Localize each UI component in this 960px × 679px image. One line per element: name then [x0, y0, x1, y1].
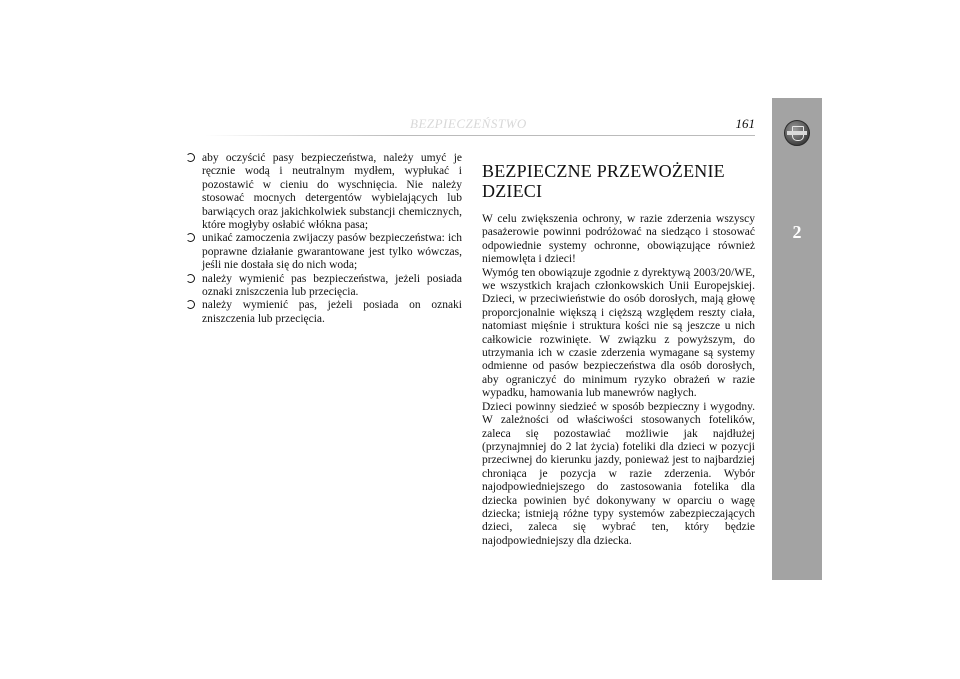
section-title: BEZPIECZNE PRZEWOŻENIE DZIECI — [482, 161, 725, 201]
bullet-item — [186, 299, 462, 326]
bullet-icon — [186, 300, 195, 309]
bullet-text: należy wymienić pas, jeżeli posiada on oznaki zniszczenia lub przecięcia. — [202, 299, 462, 325]
header-rule — [205, 135, 755, 136]
bullet-icon — [186, 153, 195, 162]
bullet-icon — [186, 233, 195, 242]
bullet-list — [186, 152, 462, 326]
bullet-text: unikać zamoczenia zwijaczy pasów bezpieczeństwa: ich poprawne działanie gwarantowane jest tylko wówczas, jeśli nie dostała się do nich woda; — [202, 232, 462, 272]
left-column — [186, 152, 462, 326]
right-column — [482, 161, 755, 548]
chapter-sidebar — [772, 98, 822, 580]
bullet-icon — [186, 274, 195, 283]
bullet-item — [186, 152, 462, 232]
bullet-item — [186, 273, 462, 300]
paragraph: W celu zwiększenia ochrony, w razie zderzenia wszyscy pasażerowie powinni podróżować na siedząco i stosować odpowiednie systemy ochronne, obowiązujące również niemowlęta i dzieci! — [482, 213, 755, 266]
bullet-text: należy wymienić pas bezpieczeństwa, jeżeli posiada oznaki zniszczenia lub przecięcia. — [202, 272, 462, 299]
header-title: BEZPIECZEŃSTWO — [410, 116, 527, 131]
bullet-item — [186, 232, 462, 272]
page-number: 161 — [735, 116, 755, 131]
lancia-logo-icon — [784, 120, 810, 146]
chapter-number[interactable]: 2 — [792, 222, 802, 242]
logo-bar — [787, 131, 807, 135]
bullet-text: aby oczyścić pasy bezpieczeństwa, należy umyć je ręcznie wodą i neutralnym mydłem, wypłukać i pozostawić w cieniu do wyschnięcia. Nie należy stosować mocnych detergentów wybielających lub barwiących oraz jakichkolwiek substancji chemicznych, które mogłyby osłabić włókna pasa; — [202, 152, 462, 232]
paragraph: Wymóg ten obowiązuje zgodnie z dyrektywą 2003/20/WE, we wszystkich krajach członkowskich Unii Europejskiej. Dzieci, w przeciwieństwie do osób dorosłych, mają głowę proporcjonalnie większą i cięższą względem reszty ciała, natomiast mięśnie i struktura kości nie są jeszcze u nich całkowicie rozwinięte. W związku z powyższym, do utrzymania ich w czasie zderzenia wymagane są systemy odmienne od pasów bezpieczeństwa dla osób dorosłych, aby ograniczyć do minimum ryzyko obrażeń w razie wypadku, hamowania lub manewrów nagłych. — [482, 266, 755, 400]
page-header — [205, 116, 755, 136]
paragraph: Dzieci powinny siedzieć w sposób bezpieczny i wygodny. W zależności od właściwości stosowanych fotelików, zaleca się pozostawiać możliwie jak najdłużej (przynajmniej do 2 lat życia) foteliki dla dzieci w pozycji przeciwnej do kierunku jazdy, ponieważ jest to najbardziej chroniąca je pozycja w razie zderzenia. Wybór najodpowiedniejszego do zastosowania fotelika dla dziecka powinien być dokonywany w oparciu o wagę dziecka; istnieją różne typy systemów zabezpieczających dzieci, zaleca się wybrać ten, który będzie najodpowiedniejszy dla dziecka. — [482, 400, 755, 547]
